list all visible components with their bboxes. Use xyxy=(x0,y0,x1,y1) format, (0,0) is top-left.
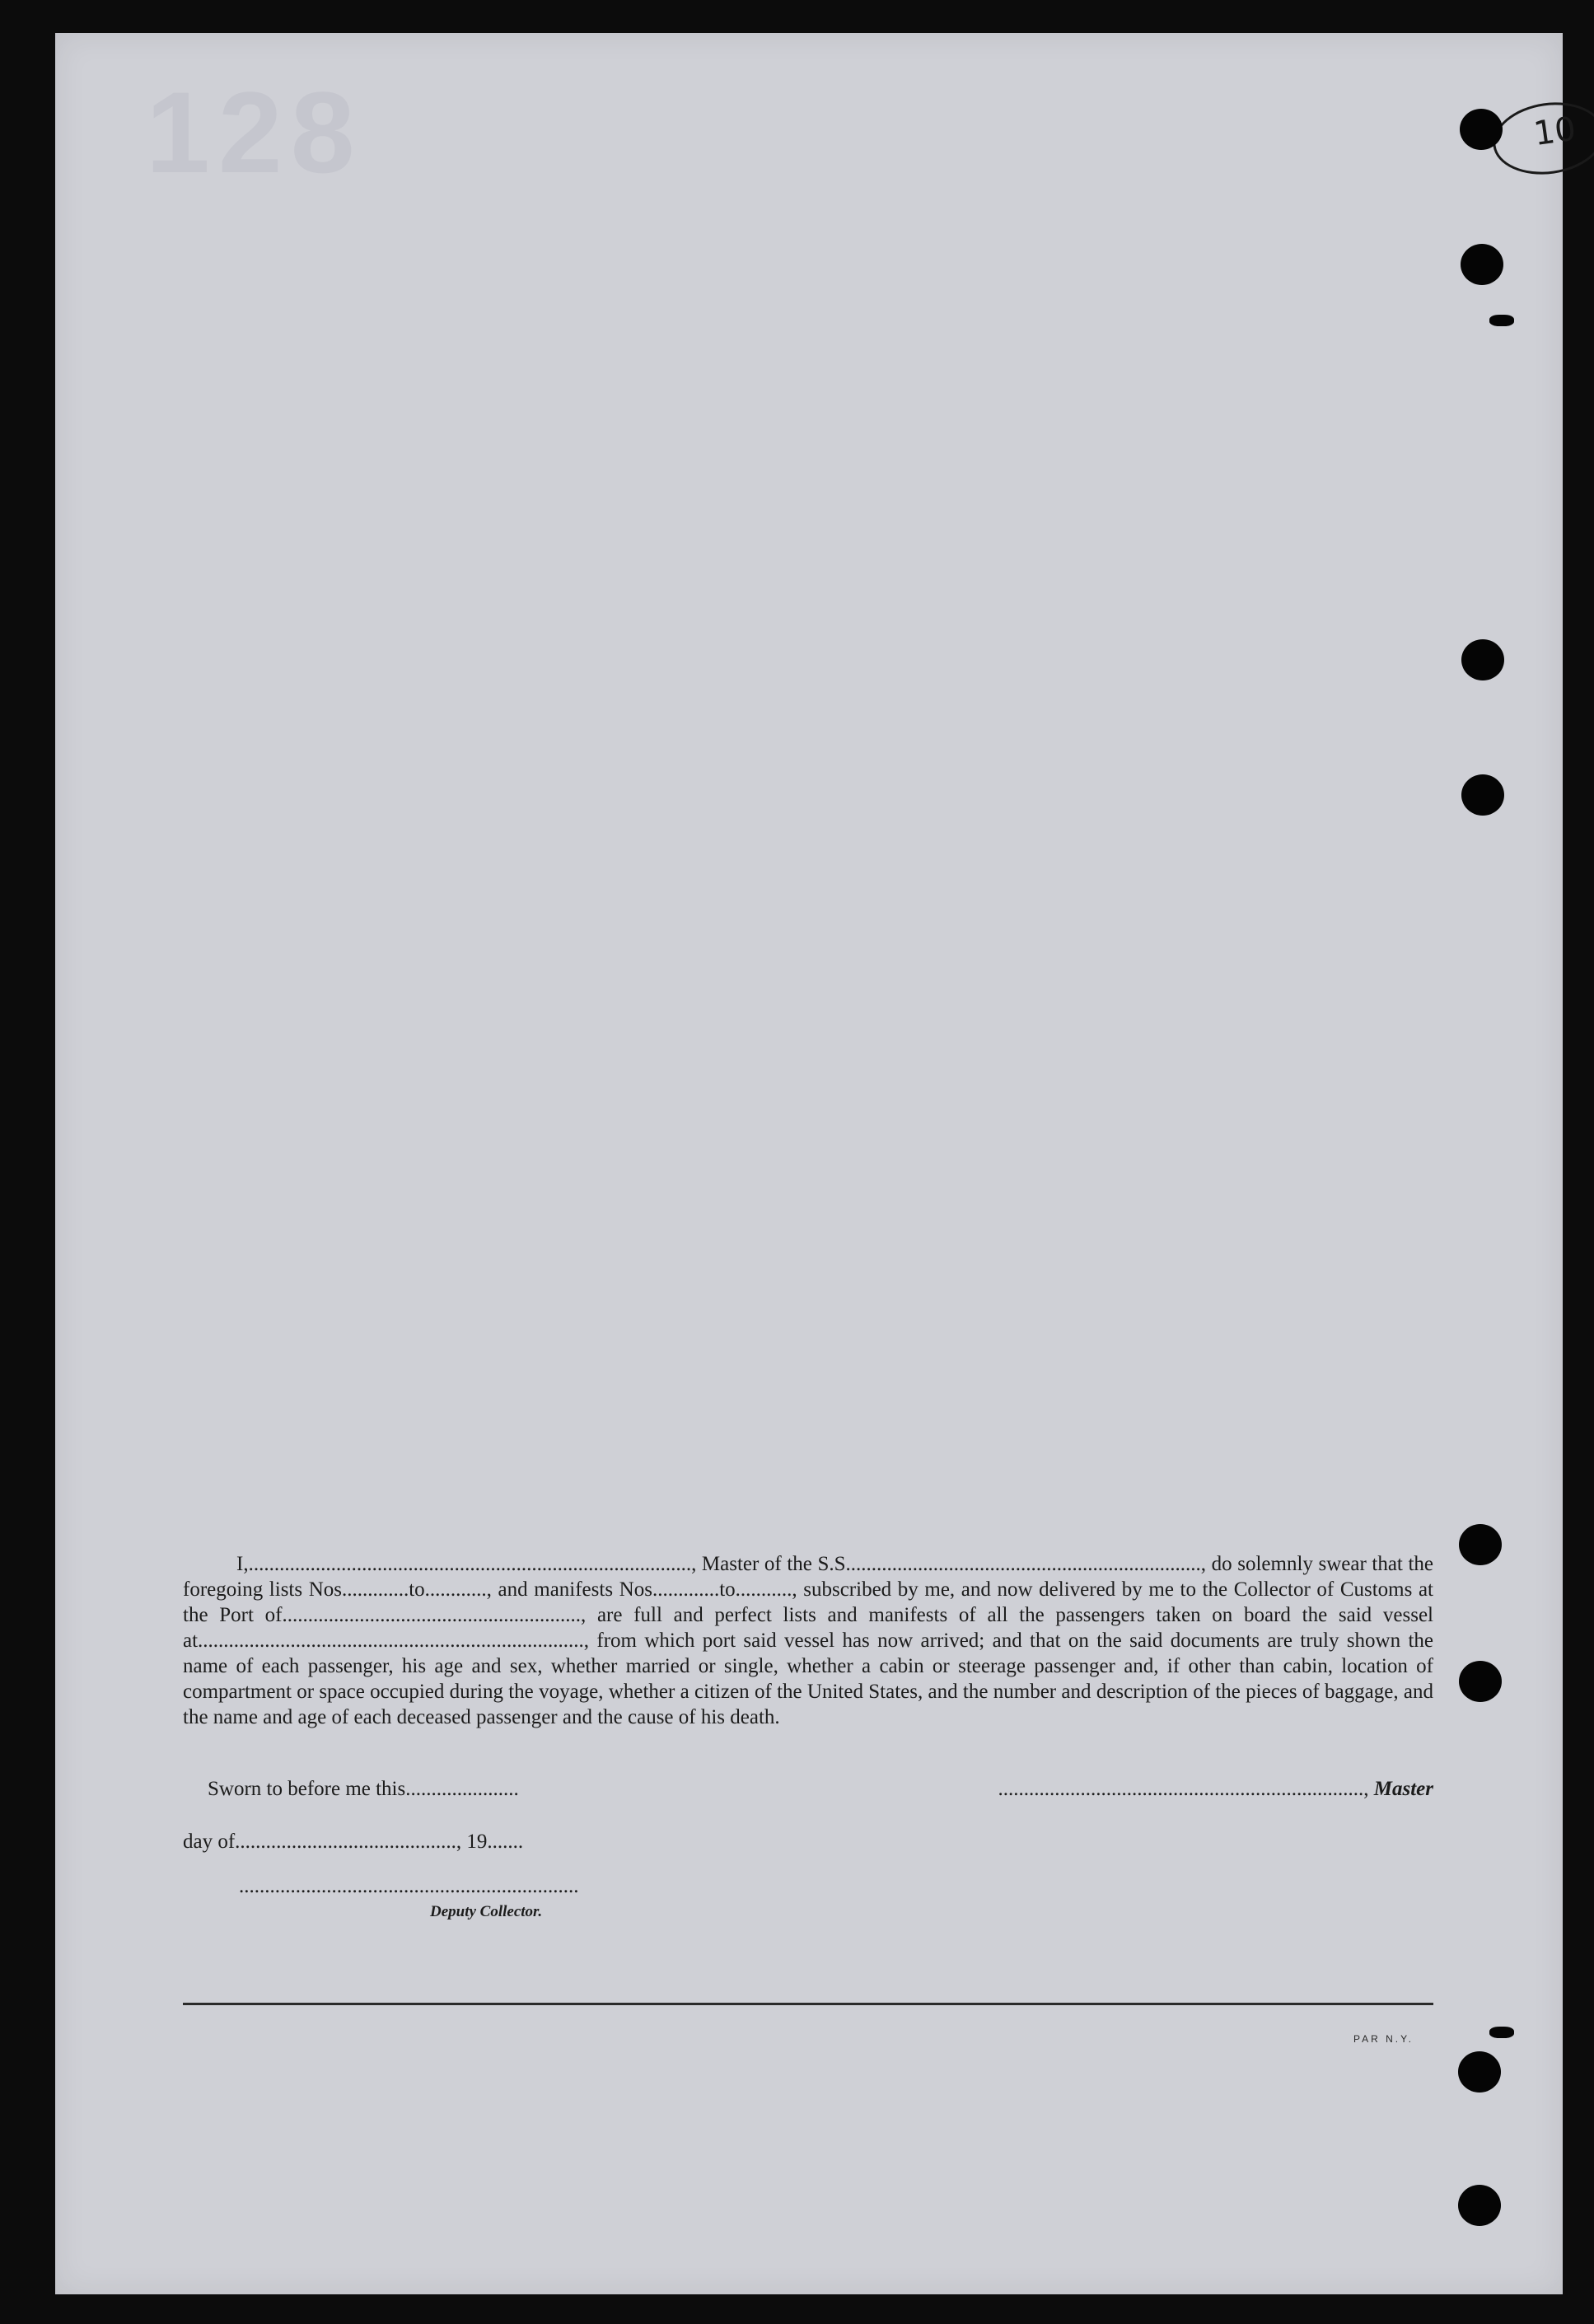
punch-hole-icon xyxy=(1460,109,1503,150)
punch-hole-icon xyxy=(1461,244,1503,285)
deputy-collector-label: Deputy Collector. xyxy=(430,1903,543,1920)
sworn-before-text: Sworn to before me this...................... xyxy=(208,1778,519,1800)
circled-page-number: 10 xyxy=(1531,110,1578,154)
punch-hole-icon xyxy=(1459,1661,1502,1702)
oath-text: I,......................................................................................, Master of the S.S....................................................................., do solemnly swear that the foregoing lists Nos.............to............, and manifests Nos.............to..........., subscribed by me, and now delivered by me to the Collector of Customs at the Port of.........................................................., are full and perfect lists and manifests of all the passengers taken on board the said vessel at..........................................................................., from which port said vessel has now arrived; and that on the said documents are truly shown the name of each passenger, his age and sex, whether married or single, whether a cabin or steerage passenger and, if other than cabin, location of compartment or space occupied during the voyage, whether a citizen of the United States, and the number and description of the pieces of baggage, and the name and age of each deceased passenger and the cause of his death. xyxy=(183,1553,1433,1728)
master-signature-dots: ......................................................................., xyxy=(998,1778,1369,1800)
punch-hole-icon xyxy=(1461,774,1504,816)
punch-hole-icon xyxy=(1458,2185,1501,2226)
printer-mark: PAR N.Y. xyxy=(1353,2033,1414,2045)
circled-page-mark xyxy=(1489,96,1594,181)
punch-hole-icon xyxy=(1458,2051,1501,2093)
punch-mark-icon xyxy=(1489,315,1514,326)
master-label: Master xyxy=(1373,1778,1433,1800)
day-of-line: day of..........................................., 19....... xyxy=(183,1831,524,1853)
punch-hole-icon xyxy=(1461,639,1504,680)
punch-hole-icon xyxy=(1459,1524,1502,1565)
horizontal-rule xyxy=(183,2003,1433,2005)
punch-mark-icon xyxy=(1489,2027,1514,2038)
oath-paragraph xyxy=(183,1551,1433,1730)
master-signature-field xyxy=(998,1778,1433,1801)
document-page xyxy=(55,33,1578,2294)
sworn-row xyxy=(183,1778,1433,1804)
faded-stamp: 128 xyxy=(146,68,363,197)
deputy-signature-line: .................................................................. xyxy=(239,1875,579,1897)
